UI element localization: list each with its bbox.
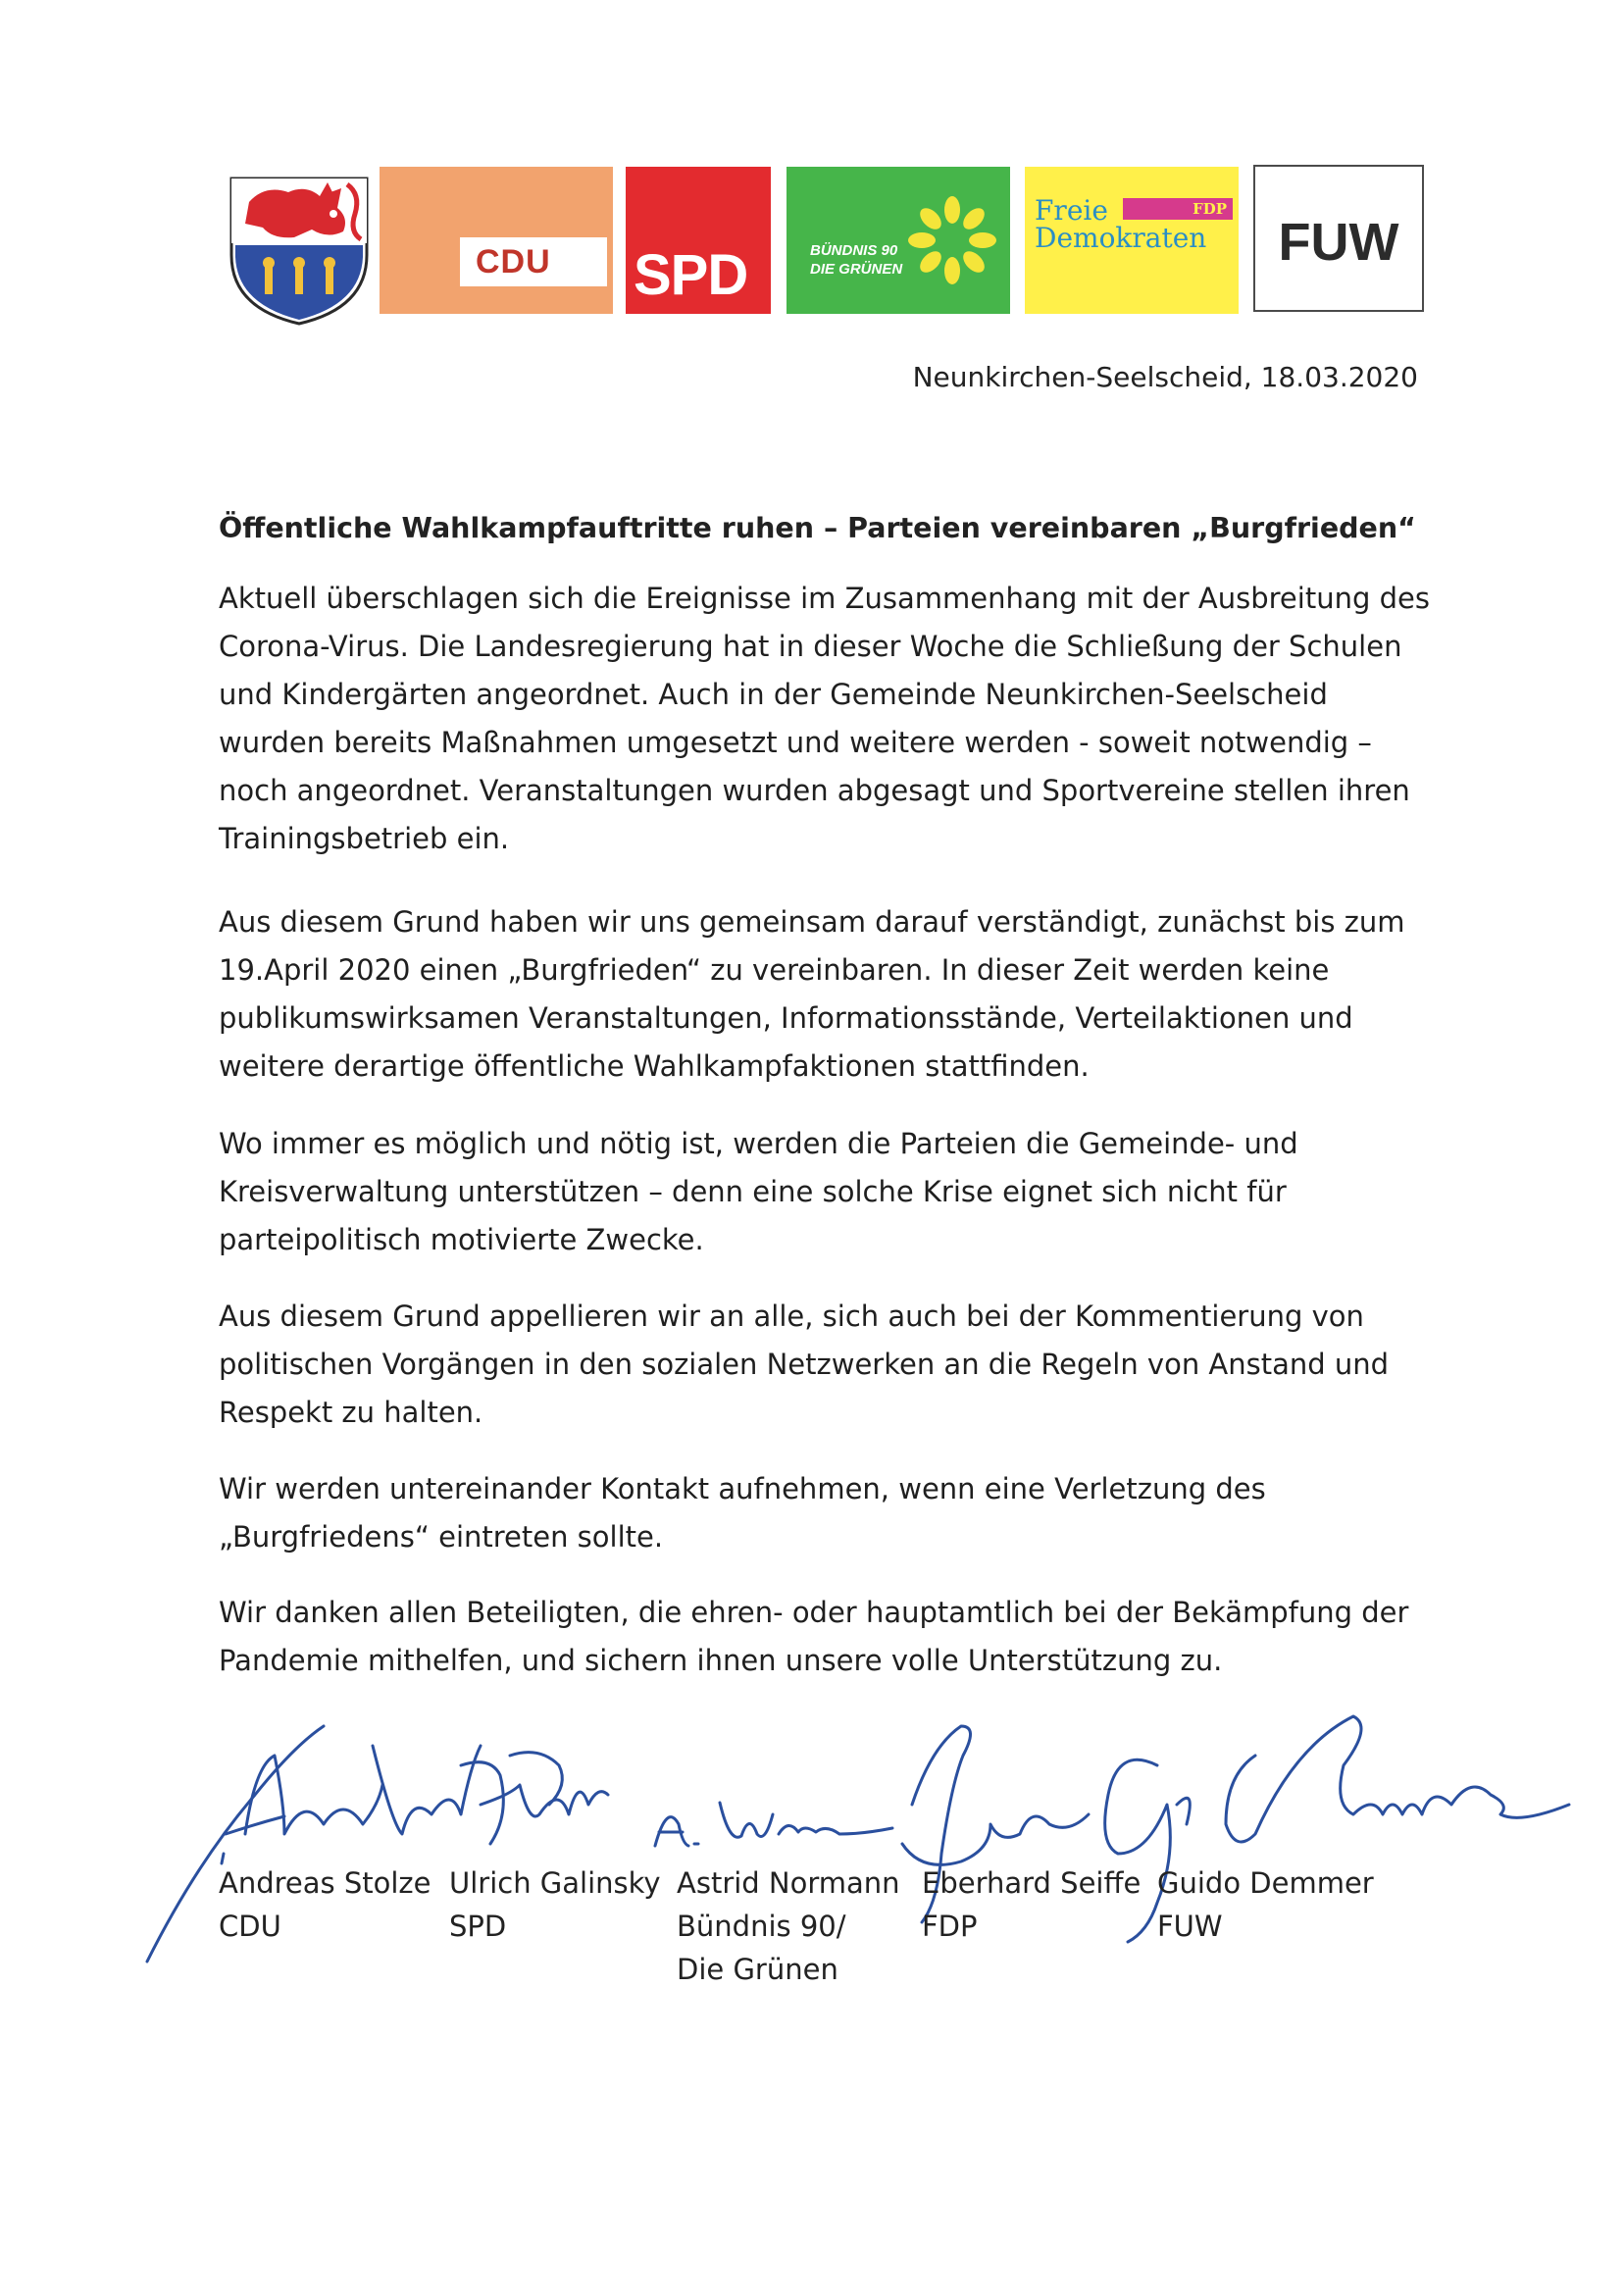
signatory-5 (1157, 1861, 1374, 1948)
signatory-party: FDP (922, 1910, 978, 1943)
paragraph-3 (219, 1120, 1435, 1264)
spd-logo (626, 167, 771, 314)
signatory-2 (449, 1861, 661, 1948)
signatory-party: SPD (449, 1910, 507, 1943)
signatory-3 (677, 1861, 900, 1991)
signatory-party: CDU (219, 1910, 281, 1943)
signatory-1 (219, 1861, 431, 1948)
fdp-logo-line1: Freie (1035, 194, 1108, 227)
paragraph-5 (219, 1465, 1435, 1561)
paragraph-line: weitere derartige öffentliche Wahlkampfaktionen stattfinden. (219, 1049, 1090, 1083)
dateline: Neunkirchen-Seelscheid, 18.03.2020 (912, 361, 1418, 393)
paragraph-line: parteipolitisch motivierte Zwecke. (219, 1223, 704, 1256)
paragraph-line: Respekt zu halten. (219, 1396, 483, 1429)
signatory-party: Bündnis 90/ (677, 1910, 846, 1943)
fuw-logo (1253, 165, 1424, 312)
paragraph-line: Aktuell überschlagen sich die Ereignisse im Zusammenhang mit der Ausbreitung des (219, 582, 1430, 615)
headline: Öffentliche Wahlkampfauftritte ruhen – Parteien vereinbaren „Burgfrieden“ (219, 512, 1416, 544)
paragraph-line: Wo immer es möglich und nötig ist, werden die Parteien die Gemeinde- und (219, 1127, 1298, 1160)
paragraph-line: Aus diesem Grund appellieren wir an alle, sich auch bei der Kommentierung von (219, 1300, 1364, 1333)
paragraph-line: publikumswirksamen Veranstaltungen, Informationsstände, Verteilaktionen und (219, 1001, 1353, 1035)
paragraph-2 (219, 898, 1435, 1091)
fdp-logo-line2: Demokraten (1035, 222, 1207, 254)
paragraph-line: Pandemie mithelfen, und sichern ihnen unsere volle Unterstützung zu. (219, 1644, 1223, 1677)
paragraph-line: Wir werden untereinander Kontakt aufnehmen, wenn eine Verletzung des (219, 1472, 1266, 1505)
gruene-logo (787, 167, 1010, 314)
gruene-logo-line1: BÜNDNIS 90 (810, 242, 898, 259)
signatory-name: Eberhard Seiffe (922, 1866, 1142, 1900)
cdu-logo (380, 167, 613, 314)
signatory-name: Guido Demmer (1157, 1866, 1374, 1900)
gruene-logo-text (810, 241, 918, 279)
paragraph-line: Trainingsbetrieb ein. (219, 822, 510, 855)
paragraph-line: Corona-Virus. Die Landesregierung hat in dieser Woche die Schließung der Schulen (219, 630, 1402, 663)
paragraph-line: politischen Vorgängen in den sozialen Netzwerken an die Regeln von Anstand und (219, 1348, 1390, 1381)
signatory-name: Andreas Stolze (219, 1866, 431, 1900)
paragraph-4 (219, 1293, 1435, 1437)
fdp-logo-tag: FDP (1123, 198, 1233, 220)
paragraph-line: „Burgfriedens“ eintreten sollte. (219, 1520, 664, 1554)
paragraph-line: noch angeordnet. Veranstaltungen wurden abgesagt und Sportvereine stellen ihren (219, 774, 1410, 807)
fuw-logo-text: FUW (1278, 213, 1399, 272)
municipal-crest-logo (226, 175, 373, 328)
fdp-logo (1025, 167, 1239, 314)
signatory-name: Astrid Normann (677, 1866, 900, 1900)
paragraph-line: Aus diesem Grund haben wir uns gemeinsam darauf verständigt, zunächst bis zum (219, 905, 1405, 939)
sunflower-icon (908, 196, 996, 284)
signatory-name: Ulrich Galinsky (449, 1866, 661, 1900)
paragraph-line: und Kindergärten angeordnet. Auch in der Gemeinde Neunkirchen-Seelscheid (219, 678, 1328, 711)
cdu-logo-text: CDU (460, 237, 607, 286)
signatory-4 (922, 1861, 1141, 1948)
paragraph-line: wurden bereits Maßnahmen umgesetzt und weitere werden - soweit notwendig – (219, 726, 1372, 759)
signatory-party: FUW (1157, 1910, 1223, 1943)
signatory-party: Die Grünen (677, 1953, 838, 1986)
paragraph-line: Wir danken allen Beteiligten, die ehren- oder hauptamtlich bei der Bekämpfung der (219, 1596, 1409, 1629)
paragraph-line: 19.April 2020 einen „Burgfrieden“ zu vereinbaren. In dieser Zeit werden keine (219, 953, 1330, 987)
paragraph-6 (219, 1589, 1435, 1685)
paragraph-1 (219, 575, 1435, 863)
gruene-logo-line2: DIE GRÜNEN (810, 261, 903, 278)
paragraph-line: Kreisverwaltung unterstützen – denn eine solche Krise eignet sich nicht für (219, 1175, 1287, 1208)
spd-logo-text: SPD (634, 243, 748, 307)
